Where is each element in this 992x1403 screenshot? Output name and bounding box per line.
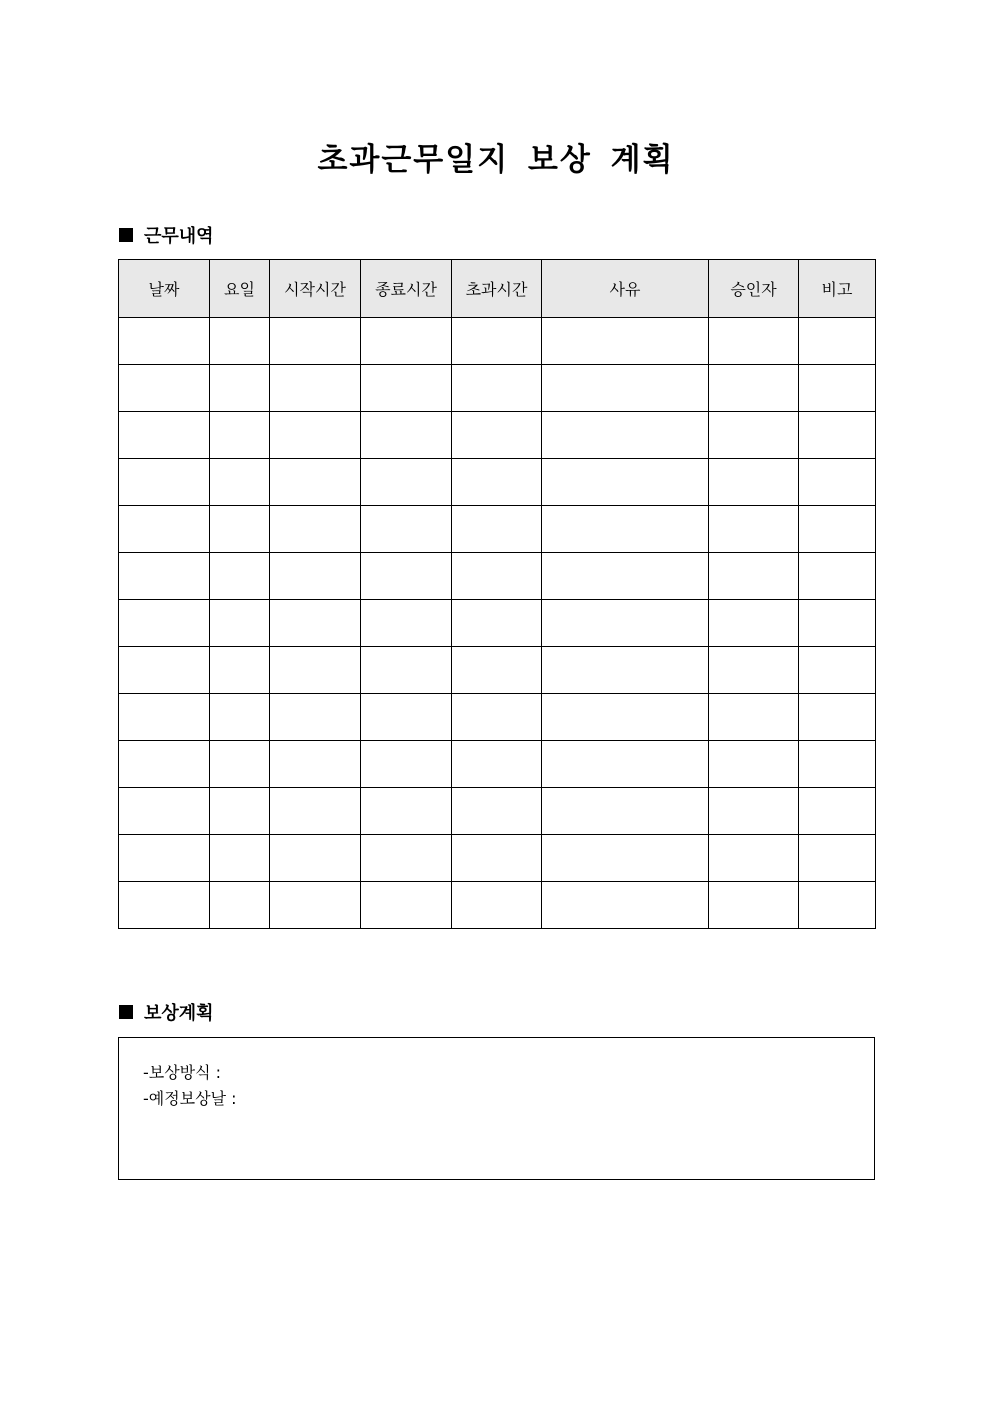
table-cell[interactable] (361, 788, 452, 835)
table-row (119, 835, 876, 882)
table-cell[interactable] (270, 412, 361, 459)
table-cell[interactable] (542, 506, 709, 553)
table-row (119, 506, 876, 553)
table-cell[interactable] (542, 459, 709, 506)
table-cell[interactable] (210, 553, 270, 600)
table-cell[interactable] (452, 459, 542, 506)
table-cell[interactable] (210, 647, 270, 694)
table-cell[interactable] (542, 882, 709, 929)
table-cell[interactable] (119, 459, 210, 506)
table-cell[interactable] (270, 365, 361, 412)
table-cell[interactable] (452, 647, 542, 694)
table-cell[interactable] (709, 882, 799, 929)
table-cell[interactable] (270, 318, 361, 365)
table-cell[interactable] (119, 647, 210, 694)
column-header-date: 날짜 (119, 260, 210, 318)
table-cell[interactable] (452, 318, 542, 365)
table-cell[interactable] (542, 647, 709, 694)
table-cell[interactable] (799, 647, 876, 694)
table-cell[interactable] (361, 694, 452, 741)
table-row (119, 459, 876, 506)
table-cell[interactable] (270, 647, 361, 694)
table-cell[interactable] (452, 553, 542, 600)
table-cell[interactable] (799, 506, 876, 553)
table-cell[interactable] (119, 835, 210, 882)
column-header-end-time: 종료시간 (361, 260, 452, 318)
table-header-row (119, 260, 876, 318)
table-cell[interactable] (709, 506, 799, 553)
table-cell[interactable] (452, 882, 542, 929)
table-cell[interactable] (270, 459, 361, 506)
table-cell[interactable] (270, 788, 361, 835)
table-cell[interactable] (361, 647, 452, 694)
table-cell[interactable] (709, 741, 799, 788)
table-cell[interactable] (270, 694, 361, 741)
table-cell[interactable] (361, 412, 452, 459)
table-cell[interactable] (709, 365, 799, 412)
column-header-overtime: 초과시간 (452, 260, 542, 318)
table-cell[interactable] (210, 412, 270, 459)
table-cell[interactable] (542, 741, 709, 788)
table-cell[interactable] (361, 600, 452, 647)
planned-compensation-date-label: -예정보상날 : (143, 1089, 237, 1108)
column-header-weekday: 요일 (210, 260, 270, 318)
table-row (119, 365, 876, 412)
table-cell[interactable] (709, 459, 799, 506)
column-header-remarks: 비고 (799, 260, 876, 318)
table-cell[interactable] (452, 365, 542, 412)
table-cell[interactable] (210, 694, 270, 741)
table-cell[interactable] (119, 553, 210, 600)
table-cell[interactable] (709, 318, 799, 365)
table-cell[interactable] (119, 741, 210, 788)
table-cell[interactable] (709, 694, 799, 741)
table-row (119, 694, 876, 741)
column-header-reason: 사유 (542, 260, 709, 318)
column-header-approver: 승인자 (709, 260, 799, 318)
table-cell[interactable] (542, 553, 709, 600)
table-cell[interactable] (799, 412, 876, 459)
table-cell[interactable] (270, 835, 361, 882)
table-row (119, 882, 876, 929)
work-history-heading-label: 근무내역 (144, 226, 214, 247)
table-row (119, 788, 876, 835)
table-cell[interactable] (542, 412, 709, 459)
table-cell[interactable] (542, 318, 709, 365)
table-cell[interactable] (452, 412, 542, 459)
table-cell[interactable] (119, 788, 210, 835)
table-cell[interactable] (361, 553, 452, 600)
table-cell[interactable] (452, 788, 542, 835)
table-cell[interactable] (210, 835, 270, 882)
overtime-log-table (118, 259, 876, 929)
compensation-plan-heading (119, 1000, 214, 1024)
table-cell[interactable] (361, 741, 452, 788)
table-cell[interactable] (709, 788, 799, 835)
table-cell[interactable] (799, 600, 876, 647)
table-cell[interactable] (119, 506, 210, 553)
table-row (119, 741, 876, 788)
table-cell[interactable] (361, 459, 452, 506)
table-cell[interactable] (210, 600, 270, 647)
table-cell[interactable] (270, 506, 361, 553)
table-cell[interactable] (210, 459, 270, 506)
table-cell[interactable] (799, 694, 876, 741)
table-cell[interactable] (210, 882, 270, 929)
table-cell[interactable] (799, 835, 876, 882)
table-row (119, 412, 876, 459)
compensation-method-label: -보상방식 : (143, 1063, 222, 1082)
table-row (119, 318, 876, 365)
table-row (119, 553, 876, 600)
table-cell[interactable] (709, 835, 799, 882)
table-cell[interactable] (119, 318, 210, 365)
table-cell[interactable] (210, 788, 270, 835)
table-cell[interactable] (119, 412, 210, 459)
table-cell[interactable] (119, 694, 210, 741)
table-cell[interactable] (210, 741, 270, 788)
table-cell[interactable] (210, 506, 270, 553)
compensation-plan-box[interactable] (118, 1037, 875, 1180)
table-cell[interactable] (799, 553, 876, 600)
table-row (119, 647, 876, 694)
table-cell[interactable] (799, 459, 876, 506)
table-cell[interactable] (361, 365, 452, 412)
table-row (119, 600, 876, 647)
table-cell[interactable] (119, 882, 210, 929)
table-cell[interactable] (542, 835, 709, 882)
table-cell[interactable] (542, 694, 709, 741)
table-cell[interactable] (361, 506, 452, 553)
table-cell[interactable] (542, 600, 709, 647)
table-cell[interactable] (799, 788, 876, 835)
table-cell[interactable] (210, 365, 270, 412)
square-bullet-icon (119, 228, 133, 242)
compensation-plan-heading-label: 보상계획 (144, 1003, 214, 1024)
table-cell[interactable] (361, 835, 452, 882)
table-cell[interactable] (452, 600, 542, 647)
table-cell[interactable] (270, 882, 361, 929)
table-cell[interactable] (452, 506, 542, 553)
table-cell[interactable] (270, 600, 361, 647)
table-cell[interactable] (709, 600, 799, 647)
table-cell[interactable] (542, 365, 709, 412)
table-cell[interactable] (709, 553, 799, 600)
table-cell[interactable] (119, 365, 210, 412)
work-history-heading (119, 223, 214, 247)
table-cell[interactable] (119, 600, 210, 647)
table-cell[interactable] (210, 318, 270, 365)
table-cell[interactable] (270, 553, 361, 600)
table-cell[interactable] (452, 741, 542, 788)
table-cell[interactable] (799, 882, 876, 929)
table-cell[interactable] (542, 788, 709, 835)
document-title: 초과근무일지 보상 계획 (317, 142, 675, 178)
table-cell[interactable] (709, 412, 799, 459)
table-cell[interactable] (452, 835, 542, 882)
square-bullet-icon (119, 1005, 133, 1019)
table-cell[interactable] (452, 694, 542, 741)
table-cell[interactable] (361, 318, 452, 365)
table-cell[interactable] (799, 365, 876, 412)
table-cell[interactable] (709, 647, 799, 694)
table-cell[interactable] (799, 318, 876, 365)
table-cell[interactable] (799, 741, 876, 788)
column-header-start-time: 시작시간 (270, 260, 361, 318)
table-body (119, 318, 876, 929)
table-cell[interactable] (270, 741, 361, 788)
table-cell[interactable] (361, 882, 452, 929)
